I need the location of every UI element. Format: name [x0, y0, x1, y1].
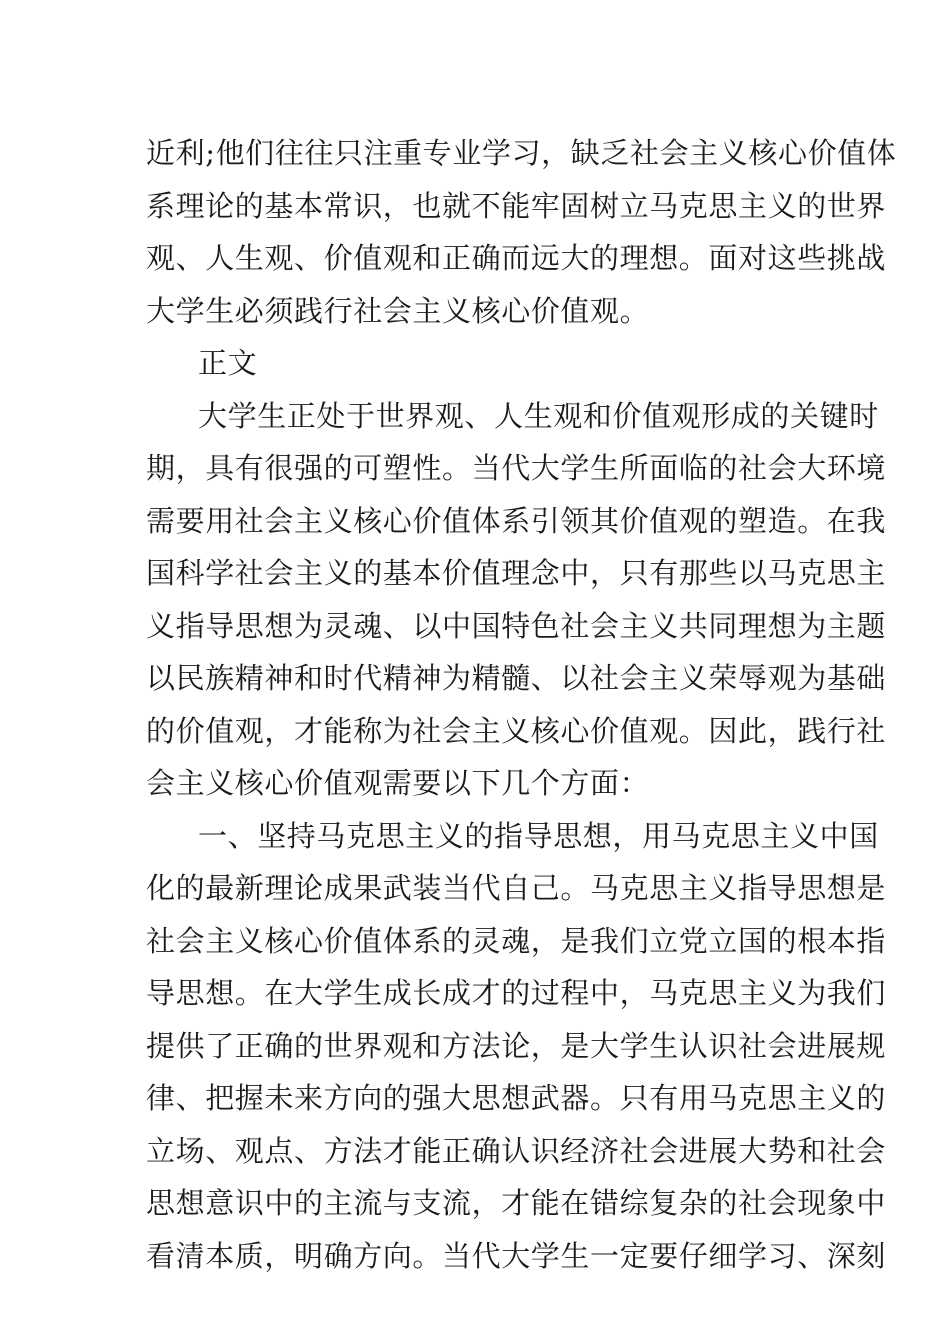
text-line: 立场、观点、方法才能正确认识经济社会进展大势和社会	[146, 1133, 887, 1168]
text-line: 大学生必须践行社会主义核心价值观。	[146, 293, 650, 328]
text-line: 导思想。在大学生成长成才的过程中，马克思主义为我们	[146, 976, 887, 1010]
text-line: 看清本质，明确方向。当代大学生一定要仔细学习、深刻	[146, 1238, 887, 1273]
text-line: 一、坚持马克思主义的指导思想，用马克思主义中国	[198, 818, 879, 853]
body-text	[146, 127, 897, 1282]
text-line: 的价值观，才能称为社会主义核心价值观。因此，践行社	[146, 713, 887, 748]
text-line: 提供了正确的世界观和方法论，是大学生认识社会进展规	[146, 1028, 887, 1063]
text-line: 化的最新理论成果武装当代自己。马克思主义指导思想是	[146, 871, 887, 905]
text-line: 义指导思想为灵魂、以中国特色社会主义共同理想为主题	[146, 608, 887, 643]
text-line: 大学生正处于世界观、人生观和价值观形成的关键时	[198, 398, 879, 433]
text-line: 需要用社会主义核心价值体系引领其价值观的塑造。在我	[146, 503, 887, 538]
text-line: 国科学社会主义的基本价值理念中，只有那些以马克思主	[146, 556, 887, 590]
text-line: 会主义核心价值观需要以下几个方面：	[146, 766, 650, 800]
text-line: 以民族精神和时代精神为精髓、以社会主义荣辱观为基础	[146, 661, 887, 695]
text-line: 系理论的基本常识，也就不能牢固树立马克思主义的世界	[146, 188, 887, 223]
text-line: 观、人生观、价值观和正确而远大的理想。面对这些挑战	[146, 241, 887, 275]
text-line: 近利;他们往往只注重专业学习，缺乏社会主义核心价值体	[146, 136, 897, 170]
section-heading: 正文	[198, 346, 258, 380]
text-line: 期，具有很强的可塑性。当代大学生所面临的社会大环境	[146, 451, 887, 485]
text-line: 律、把握未来方向的强大思想武器。只有用马克思主义的	[146, 1081, 887, 1115]
text-line: 社会主义核心价值体系的灵魂，是我们立党立国的根本指	[146, 923, 887, 958]
text-line: 思想意识中的主流与支流，才能在错综复杂的社会现象中	[146, 1186, 887, 1220]
